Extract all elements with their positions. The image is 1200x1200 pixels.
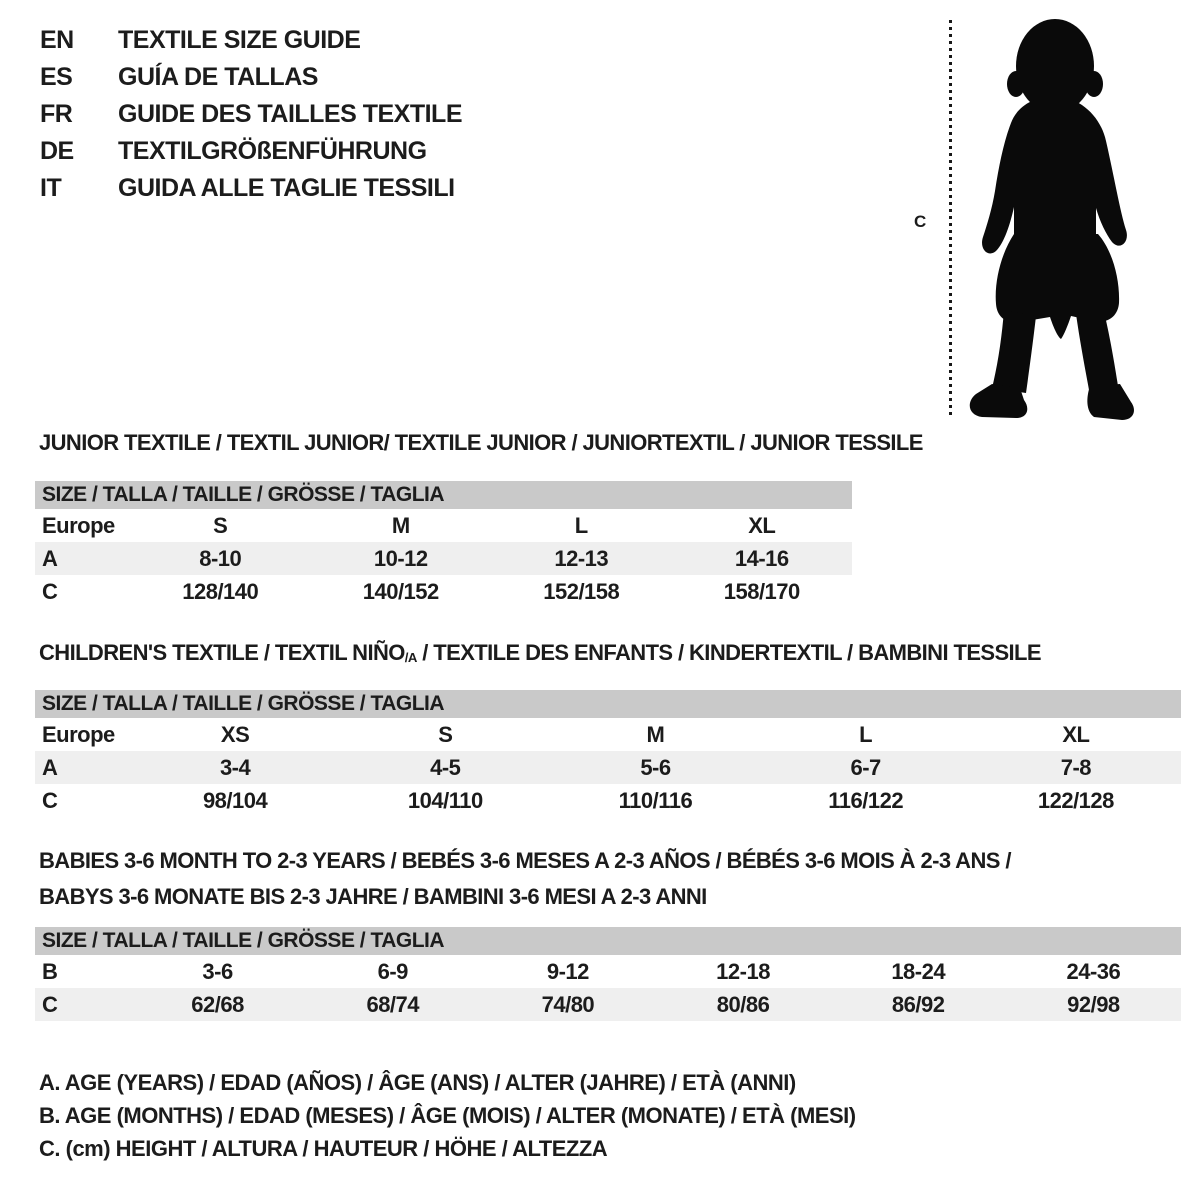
children-title-suffix: / TEXTILE DES ENFANTS / KINDERTEXTIL / BAMBINI TESSILE [416, 640, 1041, 665]
size-cell: M [646, 721, 665, 747]
row-label: A [35, 542, 130, 575]
row-label: C [42, 578, 58, 604]
value-cell: 128/140 [182, 578, 259, 604]
row-label: C [35, 988, 130, 1021]
size-cell: M [391, 512, 410, 538]
value-cell: 104/110 [407, 787, 483, 813]
size-header-cell: SIZE / TALLA / TAILLE / GRÖSSE / TAGLIA [35, 690, 1181, 718]
language-row [40, 22, 462, 59]
row-label: C [42, 787, 58, 813]
size-cell: XS [220, 721, 250, 747]
value-cell: 158/170 [723, 578, 800, 604]
legend-line-a: A. AGE (YEARS) / EDAD (AÑOS) / ÂGE (ANS) / ALTER (JAHRE) / ETÀ (ANNI) [39, 1070, 796, 1095]
size-cell: XL [1062, 721, 1090, 747]
language-row [40, 96, 462, 133]
value-cell: 12-13 [491, 542, 672, 575]
size-cell: L [574, 512, 588, 538]
babies-section-title-line2: BABYS 3-6 MONATE BIS 2-3 JAHRE / BAMBINI 3-6 MESI A 2-3 ANNI [39, 884, 707, 909]
height-measure-label: C [914, 212, 927, 231]
value-cell: 98/104 [202, 787, 268, 813]
row-label: B [42, 958, 58, 984]
value-cell: 68/74 [305, 988, 480, 1021]
value-cell: 10-12 [311, 542, 492, 575]
measurement-legend [39, 1066, 856, 1165]
language-code: DE [40, 137, 74, 165]
value-cell: 3-4 [130, 751, 340, 784]
value-cell: 8-10 [130, 542, 311, 575]
value-cell: 152/158 [543, 578, 620, 604]
toddler-silhouette-icon [958, 12, 1140, 420]
children-title-prefix: CHILDREN'S TEXTILE / TEXTIL NIÑO [39, 640, 405, 665]
table-row-height [35, 575, 852, 608]
guide-title-fr: GUIDE DES TAILLES TEXTILE [118, 100, 463, 128]
height-figure [900, 0, 1200, 440]
value-cell: 110/116 [618, 787, 693, 813]
value-cell: 80/86 [655, 988, 830, 1021]
size-header-row [35, 690, 1181, 718]
value-cell: 86/92 [831, 988, 1006, 1021]
region-label: Europe [42, 721, 115, 747]
table-row-height [35, 784, 1181, 817]
sizes-row [35, 509, 852, 542]
sizes-row [35, 718, 1181, 751]
guide-title-it: GUIDA ALLE TAGLIE TESSILI [118, 174, 455, 202]
value-cell: 116/122 [828, 787, 904, 813]
guide-title-de: TEXTILGRÖßENFÜHRUNG [118, 137, 427, 165]
language-code: IT [40, 174, 62, 202]
language-code: ES [40, 63, 73, 91]
size-cell: XL [748, 512, 776, 538]
language-row [40, 133, 462, 170]
value-cell: 5-6 [550, 751, 760, 784]
language-row [40, 59, 462, 96]
size-header-cell: SIZE / TALLA / TAILLE / GRÖSSE / TAGLIA [35, 481, 852, 509]
junior-size-table [35, 481, 852, 608]
babies-section-title-line1: BABIES 3-6 MONTH TO 2-3 YEARS / BEBÉS 3-6 MESES A 2-3 AÑOS / BÉBÉS 3-6 MOIS À 2-3 ANS / [39, 848, 1011, 873]
height-dotted-line-icon [949, 20, 952, 416]
table-row-age [35, 542, 852, 575]
region-label: Europe [42, 512, 115, 538]
children-title-sub: /A [404, 649, 417, 665]
value-cell: 74/80 [480, 988, 655, 1021]
children-section-title [39, 640, 1041, 666]
value-cell: 24-36 [1066, 958, 1121, 984]
legend-line-b: B. AGE (MONTHS) / EDAD (MESES) / ÂGE (MOIS) / ALTER (MONATE) / ETÀ (MESI) [39, 1103, 856, 1128]
guide-title-en: TEXTILE SIZE GUIDE [118, 26, 361, 54]
value-cell: 122/128 [1037, 787, 1114, 813]
row-label: A [35, 751, 130, 784]
size-cell: S [438, 721, 453, 747]
language-code: FR [40, 100, 73, 128]
value-cell: 92/98 [1006, 988, 1181, 1021]
table-row-age-months [35, 955, 1181, 988]
babies-size-table [35, 927, 1181, 1021]
value-cell: 18-24 [891, 958, 946, 984]
value-cell: 9-12 [546, 958, 589, 984]
size-header-row [35, 481, 852, 509]
value-cell: 12-18 [716, 958, 770, 984]
table-row-age [35, 751, 1181, 784]
junior-section-title: JUNIOR TEXTILE / TEXTIL JUNIOR/ TEXTILE JUNIOR / JUNIORTEXTIL / JUNIOR TESSILE [39, 430, 923, 455]
size-cell: L [859, 721, 873, 747]
value-cell: 4-5 [340, 751, 550, 784]
size-cell: S [213, 512, 228, 538]
table-row-height [35, 988, 1181, 1021]
value-cell: 14-16 [672, 542, 853, 575]
legend-line-c: C. (cm) HEIGHT / ALTURA / HAUTEUR / HÖHE / ALTEZZA [39, 1136, 608, 1161]
value-cell: 140/152 [362, 578, 439, 604]
language-title-list [40, 22, 462, 207]
language-row [40, 170, 462, 207]
value-cell: 7-8 [971, 751, 1181, 784]
children-size-table [35, 690, 1181, 817]
size-header-row [35, 927, 1181, 955]
size-header-cell: SIZE / TALLA / TAILLE / GRÖSSE / TAGLIA [35, 927, 1181, 955]
value-cell: 3-6 [202, 958, 233, 984]
guide-title-es: GUÍA DE TALLAS [118, 63, 318, 91]
language-code: EN [40, 26, 74, 54]
value-cell: 6-9 [377, 958, 408, 984]
value-cell: 62/68 [130, 988, 305, 1021]
value-cell: 6-7 [761, 751, 971, 784]
